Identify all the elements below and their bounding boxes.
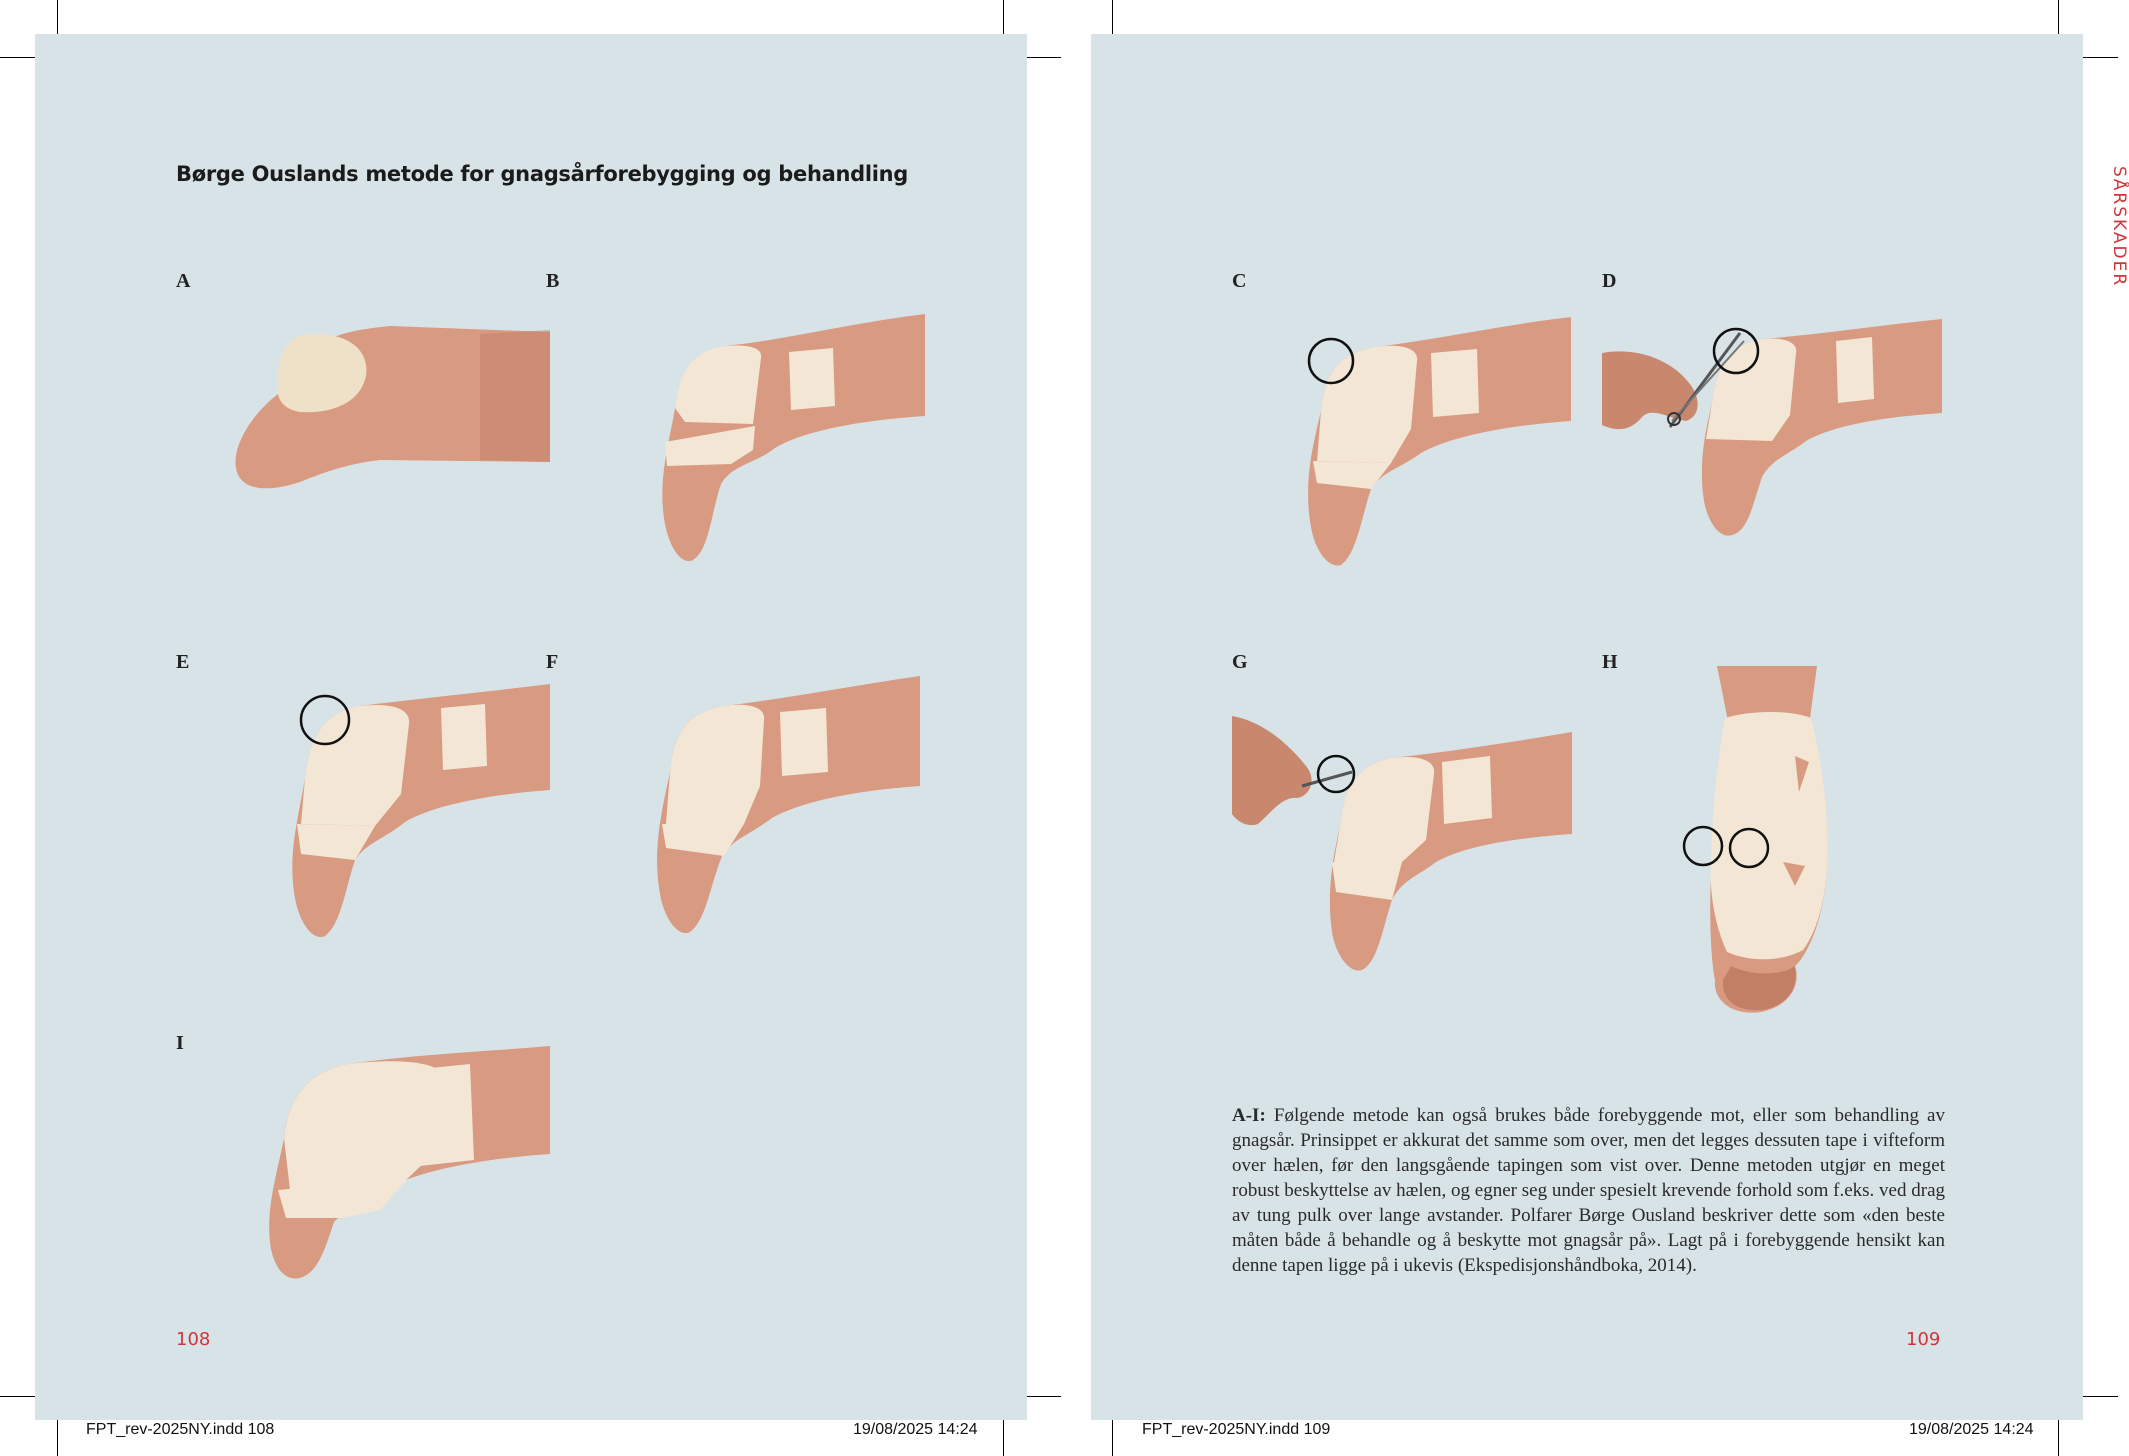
figure-a-photo <box>230 296 550 496</box>
page-number: 109 <box>1906 1329 1941 1350</box>
slug-file: FPT_rev-2025NY.indd 108 <box>86 1421 275 1438</box>
figure-label-i: I <box>176 1032 184 1054</box>
figure-label-h: H <box>1602 651 1618 673</box>
figure-label-d: D <box>1602 270 1617 292</box>
section-tab: SÅRSKADER <box>2109 166 2129 288</box>
slug-date: 19/08/2025 14:24 <box>853 1421 978 1438</box>
figure-label-b: B <box>546 270 560 292</box>
figure-label-e: E <box>176 651 190 673</box>
page-title: Børge Ouslands metode for gnagsårforebygging og behandling <box>176 162 909 186</box>
figure-f-photo <box>640 676 920 938</box>
slug-file: FPT_rev-2025NY.indd 109 <box>1142 1421 1331 1438</box>
crop-mark <box>1003 1414 1004 1456</box>
figure-c-photo <box>1291 317 1571 567</box>
crop-mark <box>2058 1414 2059 1456</box>
slug-date: 19/08/2025 14:24 <box>1909 1421 2034 1438</box>
figure-e-photo <box>275 684 555 944</box>
figure-label-c: C <box>1232 270 1247 292</box>
figure-h-photo <box>1691 666 1881 1018</box>
figure-d-photo <box>1602 317 1942 539</box>
page-number: 108 <box>176 1329 211 1350</box>
figure-caption <box>1232 1103 1945 1278</box>
figure-b-photo <box>645 314 925 564</box>
figure-label-f: F <box>546 651 559 673</box>
figure-label-a: A <box>176 270 191 292</box>
figure-i-photo <box>260 1046 550 1284</box>
right-page <box>1091 34 2129 1420</box>
figure-g-photo <box>1232 716 1572 976</box>
crop-mark <box>57 1414 58 1456</box>
caption-body: Følgende metode kan også brukes både forebyggende mot, eller som behandling av gnagsår. Prinsippet er akkurat det samme som over, men det legges dessuten tape i vifteform over hælen, før den langsgående tapingen som vist over. Denne metoden utgjør en meget robust beskyttelse av hælen, og egner seg under spesielt krevende forhold som f.eks. ved drag av tung pulk over lange avstander. Polfarer Børge Ousland beskriver dette som «den beste måten både å behandle og å beskytte mot gnagsår på». Lagt på i forebyggende hensikt kan denne tapen ligge på i ukevis (Ekspedisjonshåndboka, 2014). <box>1232 1105 1945 1276</box>
left-page <box>35 34 1027 1420</box>
figure-label-g: G <box>1232 651 1248 673</box>
caption-lead: A-I: <box>1232 1105 1266 1126</box>
crop-mark <box>1112 1414 1113 1456</box>
